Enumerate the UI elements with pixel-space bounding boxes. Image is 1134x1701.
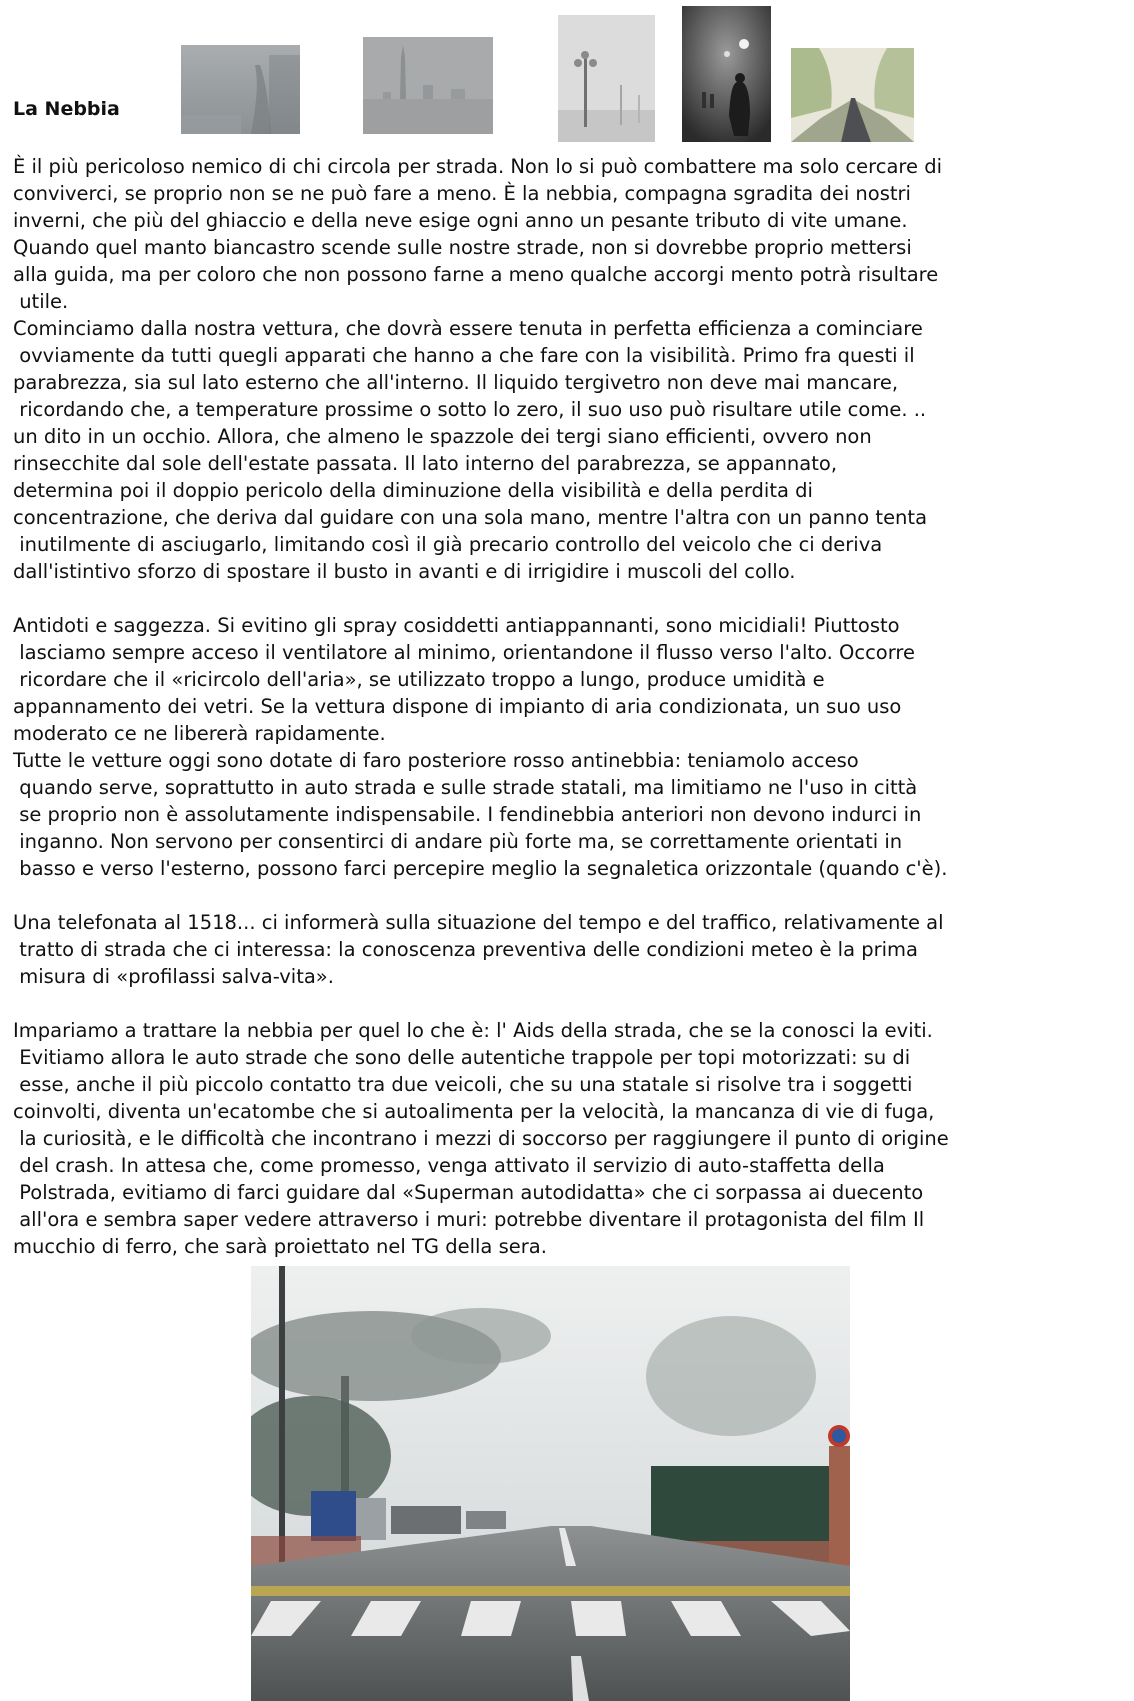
foggy-street-image (251, 1266, 850, 1701)
foggy-city-image (363, 37, 493, 134)
thumbnail-foggy-city (363, 37, 493, 134)
header (0, 0, 1134, 145)
paragraph-highways: Impariamo a trattare la nebbia per quel lo che è: l' Aids della strada, che se la conosci la eviti. Evitiamo allora le auto strade che sono delle autentiche trappole per topi motorizzati: su di esse, anche il più piccolo contatto tra due veicoli, che su una statale si risolve tra i soggetti coinvolti, diventa un'ecatombe che si autoalimenta per la velocità, la mancanza di vie di fuga, la curiosità, e le difficoltà che incontrano i mezzi di soccorso per raggiungere il punto di origine del crash. In attesa che, come promesso, venga attivato il servizio di auto-staffetta della Polstrada, evitiamo di farci guidare dal «Superman autodidatta» che ci sorpassa ai duecento all'ora e sembra saper vedere attraverso i muri: potrebbe diventare il protagonista del film Il mucchio di ferro, che sarà proiettato nel TG della sera. (13, 1019, 949, 1258)
paragraph-antidotes: Antidoti e saggezza. Si evitino gli spray cosiddetti antiappannanti, sono micidiali! Piuttosto lasciamo sempre acceso il ventilatore al minimo, orientandone il flusso verso l'alto. Occorre ricordare che il «ricircolo dell'aria», se utilizzato troppo a lungo, produce umidità e appannamento dei vetri. Se la vettura dispone di impianto di aria condizionata, un suo uso moderato ce ne libererà rapidamente. (13, 614, 915, 745)
photo-foggy-street-crosswalk (251, 1266, 850, 1701)
foggy-lamppost-image (558, 15, 655, 142)
thumbnail-foggy-road (181, 45, 300, 134)
tree-lined-road-image (791, 48, 914, 142)
paragraph-gap (13, 585, 1113, 612)
thumbnail-foggy-lamppost (558, 15, 655, 142)
paragraph-vehicle: Cominciamo dalla nostra vettura, che dovrà essere tenuta in perfetta efficienza a cominciare ovviamente da tutti quegli apparati che hanno a che fare con la visibilità. Primo fra questi il parabrezza, sia sul lato esterno che all'interno. Il liquido tergivetro non deve mai mancare, ricordando che, a temperature prossime o sotto lo zero, il suo uso può risultare utile come. .. un dito in un occhio. Allora, che almeno le spazzole dei tergi siano efficienti, ovvero non rinsecchite dal sole dell'estate passata. Il lato interno del parabrezza, se appannato, determina poi il doppio pericolo della diminuzione della visibilità e della perdita di concentrazione, che deriva dal guidare con una sola mano, mentre l'altra con un panno tenta inutilmente di asciugarlo, limitando così il già precario controllo del veicolo che ci deriva dall'istintivo sforzo di spostare il busto in avanti e di irrigidire i muscoli del collo. (13, 317, 928, 583)
thumbnail-night-fog-figure (682, 6, 771, 142)
paragraph-intro: È il più pericoloso nemico di chi circola per strada. Non lo si può combattere ma solo cercare di conviverci, se proprio non se ne può fare a meno. È la nebbia, compagna sgradita dei nostri inverni, che più del ghiaccio e della neve esige ogni anno un pesante tributo di vite umane. Quando quel manto biancastro scende sulle nostre strade, non si dovrebbe proprio mettersi alla guida, ma per coloro che non possono farne a meno qualche accorgi mento potrà risultare utile. (13, 155, 942, 313)
thumbnail-tree-lined-road (791, 48, 914, 142)
paragraph-gap (13, 882, 1113, 909)
paragraph-gap (13, 990, 1113, 1017)
page-title: La Nebbia (13, 98, 120, 120)
paragraph-phone-call: Una telefonata al 1518... ci informerà sulla situazione del tempo e del traffico, relativamente al tratto di strada che ci interessa: la conoscenza preventiva delle condizioni meteo è la prima misura di «profilassi salva-vita». (13, 911, 944, 988)
paragraph-fog-lights: Tutte le vetture oggi sono dotate di faro posteriore rosso antinebbia: teniamolo acceso quando serve, soprattutto in auto strada e sulle strade statali, ma limitiamo ne l'uso in città se proprio non è assolutamente indispensabile. I fendinebbia anteriori non devono indurci in inganno. Non servono per consentirci di andare più forte ma, se correttamente orientati in basso e verso l'esterno, possono farci percepire meglio la segnaletica orizzontale (quando c'è). (13, 749, 948, 880)
foggy-road-image (181, 45, 300, 134)
night-fog-image (682, 6, 771, 142)
article-body (13, 153, 1113, 1260)
